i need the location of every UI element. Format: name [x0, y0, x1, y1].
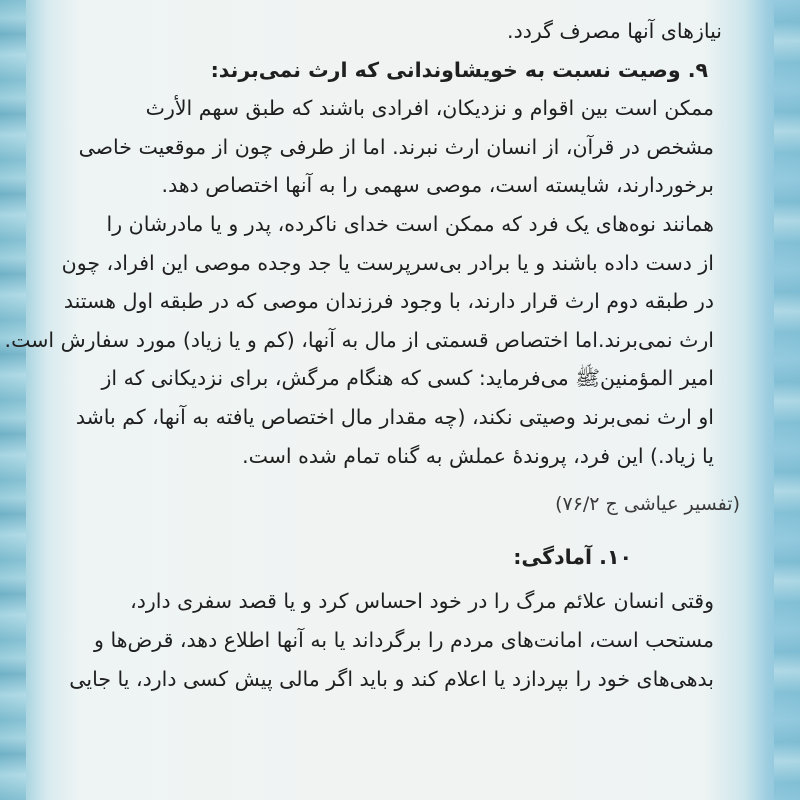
citation-text: (تفسیر عیاشی ج ۷۶/۲): [555, 493, 740, 516]
text-line: امیر المؤمنین‌ﷺ می‌فرماید: کسی که هنگام مرگش، برای نزدیکانی که از: [101, 366, 714, 391]
paragraph-preparation: [44, 582, 742, 698]
heading-line: ۹. وصیت نسبت به خویشاوندانی که ارث نمی‌برند:: [210, 57, 708, 82]
text-line: همانند نوه‌های یک فرد که ممکن است خدای ناکرده، پدر و یا مادرشان را: [106, 211, 714, 236]
text-line: ممکن است بین اقوام و نزدیکان، افرادی باشند که طبق سهم الأرث: [145, 96, 714, 121]
section-9-heading: [44, 51, 742, 90]
spacer: [44, 524, 742, 538]
section-10-heading: [44, 538, 742, 577]
citation: [44, 485, 742, 524]
left-watercolor-border: [0, 0, 26, 800]
paragraph-grandchildren: [4, 205, 742, 359]
paragraph-section-9-intro: [44, 89, 742, 205]
text-line: نیازهای آنها مصرف گردد.: [507, 19, 722, 43]
paragraph-hadith: [44, 359, 742, 475]
text-line: بدهی‌های خود را بپردازد یا اعلام کند و باید اگر مالی پیش کسی دارد، یا جایی: [69, 666, 714, 691]
text-line: برخوردارند، شایسته است، موصی سهمی را به آنها اختصاص دهد.: [161, 173, 714, 198]
text-line: او ارث نمی‌برند وصیتی نکند، (چه مقدار مال اختصاص یافته به آنها، کم باشد: [75, 404, 714, 429]
text-line: ارث نمی‌برند.اما اختصاص قسمتی از مال به آنها، (کم و یا زیاد) مورد سفارش است.: [4, 327, 714, 352]
text-line: از دست داده باشند و یا برادر بی‌سرپرست یا جد وجده موصی این افراد، چون: [61, 250, 714, 275]
paragraph-needs: [44, 12, 742, 51]
document-body: [4, 0, 742, 800]
heading-line: ۱۰. آمادگی:: [513, 544, 632, 569]
text-line: یا زیاد.) این فرد، پروندۀ عملش به گناه تمام شده است.: [242, 443, 714, 468]
right-watercolor-border: [774, 0, 800, 800]
text-line: مستحب است، امانت‌های مردم را برگرداند یا به آنها اطلاع دهد، قرض‌ها و: [94, 627, 714, 652]
text-line: در طبقه دوم ارث قرار دارند، با وجود فرزندان موصی که در طبقه اول هستند: [63, 289, 714, 314]
text-line: وقتی انسان علائم مرگ را در خود احساس کرد و یا قصد سفری دارد،: [130, 589, 714, 614]
text-line: مشخص در قرآن، از انسان ارث نبرند. اما از طرفی چون از موقعیت خاصی: [78, 134, 714, 159]
